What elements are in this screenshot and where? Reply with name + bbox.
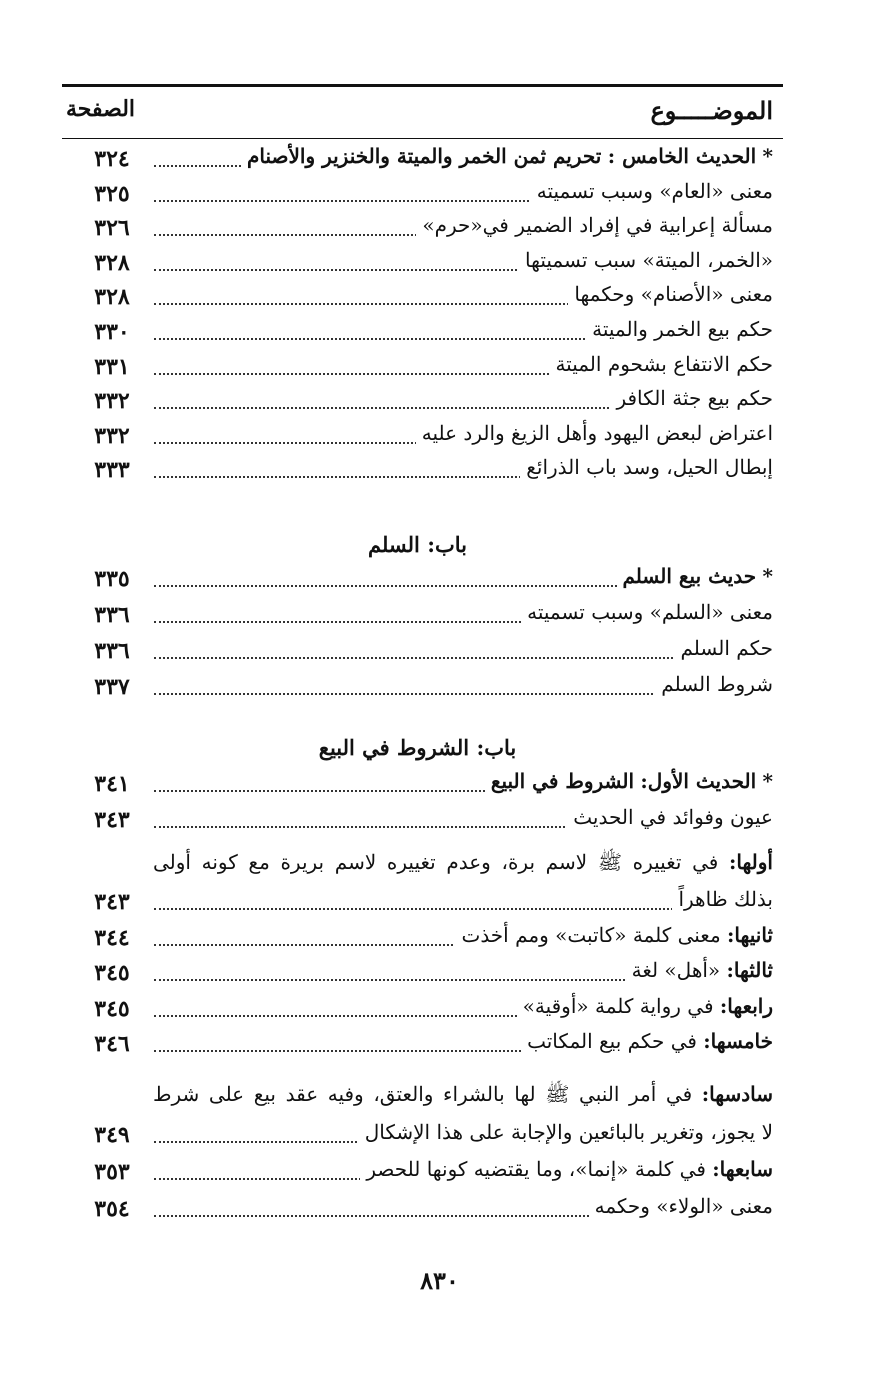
entry-title <box>610 386 773 410</box>
section-heading-shurut: باب: الشروط في البيع <box>318 735 517 760</box>
entry-text: لا يجوز، وتغرير بالبائعين والإجابة على هذا الإشكال <box>364 1120 773 1144</box>
paragraph-text: في تغييره ﷺ لاسم برة، وعدم تغييره لاسم بريرة مع كونه أولى <box>153 850 719 874</box>
entry-title <box>359 1120 773 1144</box>
bullet-star-icon: * <box>762 144 773 168</box>
entry-title <box>626 958 773 982</box>
entry-text: حكم السلم <box>680 636 773 660</box>
toc-entry <box>62 921 773 957</box>
toc-entry <box>62 384 773 420</box>
entry-text: مسألة إعرابية في إفراد الضمير في«حرم» <box>422 213 773 238</box>
toc-entry <box>62 350 773 386</box>
entry-text: اعتراض لبعض اليهود وأهل الزيغ والرد عليه <box>421 420 773 445</box>
top-rule <box>62 84 783 87</box>
entry-title <box>416 421 773 445</box>
entry-page-number: ٣٥٣ <box>94 1159 130 1185</box>
bullet-star-icon: * <box>762 564 773 588</box>
entry-lead: الحديث الخامس : <box>607 144 757 168</box>
entry-title <box>672 887 773 911</box>
entry-title <box>520 455 773 479</box>
toc-entry <box>62 315 773 351</box>
toc-entry <box>62 670 773 706</box>
paragraph-text: في أمر النبي ﷺ لها بالشراء والعتق، وفيه عقد بيع على شرط <box>153 1082 693 1106</box>
entry-title <box>241 144 773 168</box>
entry-text: إبطال الحيل، وسد باب الذرائع <box>526 455 773 480</box>
entry-text: في حكم بيع المكاتب <box>527 1029 697 1053</box>
toc-entry <box>62 419 773 455</box>
entry-title <box>485 769 773 793</box>
entry-lead: رابعها: <box>719 993 773 1018</box>
toc-entry <box>62 1027 773 1063</box>
entry-text: معنى «السلم» وسبب تسميته <box>527 600 773 624</box>
entry-page-number: ٣٤٥ <box>94 995 130 1022</box>
entry-text: تحريم ثمن الخمر والميتة والخنزير والأصنام <box>246 144 602 168</box>
toc-entry <box>62 956 773 992</box>
header-topic-label: الموضـــــوع <box>650 96 773 125</box>
entry-title <box>617 564 774 588</box>
toc-entry <box>62 453 773 489</box>
entry-title <box>675 636 774 660</box>
entry-title <box>568 282 773 306</box>
entry-title <box>521 600 773 624</box>
entry-lead: سابعها: <box>712 1157 773 1181</box>
entry-page-number: ٣٤٣ <box>94 807 130 833</box>
entry-page-number: ٣٤٥ <box>94 960 130 986</box>
entry-text: حكم الانتفاع بشحوم الميتة <box>555 351 773 376</box>
entry-page-number: ٣٢٤ <box>94 146 130 172</box>
entry-text: معنى «الأصنام» وحكمها <box>574 282 773 307</box>
entry-page-number: ٣٤٣ <box>94 889 130 915</box>
entry-text: حكم بيع الخمر والميتة <box>592 317 773 341</box>
entry-title <box>589 1194 773 1218</box>
entry-title <box>655 672 773 696</box>
toc-entry <box>62 803 773 839</box>
entry-page-number: ٣٢٦ <box>94 215 130 242</box>
entry-title <box>455 923 773 947</box>
section-heading-salam: باب: السلم <box>368 532 467 557</box>
entry-title <box>519 248 773 272</box>
entry-lead: الحديث الأول: <box>640 769 757 793</box>
entry-text: في رواية كلمة «أوقية» <box>522 993 714 1018</box>
entry-page-number: ٣٢٨ <box>94 284 130 311</box>
toc-entry <box>62 211 773 247</box>
entry-title <box>531 179 773 203</box>
page-number: ٨٣٠ <box>420 1266 459 1295</box>
entry-lead: حديث بيع السلم <box>622 564 757 588</box>
entry-page-number: ٣٣٦ <box>94 602 130 628</box>
entry-title <box>416 213 773 237</box>
entry-page-number: ٣٣١ <box>94 353 130 380</box>
entry-text: بذلك ظاهراً <box>678 887 773 911</box>
entry-text: شروط السلم <box>661 672 773 696</box>
entry-title <box>517 994 773 1018</box>
entry-page-number: ٣٣٢ <box>94 388 130 415</box>
toc-entry <box>62 1155 773 1191</box>
paragraph-lead: سادسها: <box>701 1082 773 1106</box>
entry-page-number: ٣٤٩ <box>94 1122 130 1148</box>
toc-entry <box>62 280 773 316</box>
entry-text: في كلمة «إنما»، وما يقتضيه كونها للحصر <box>366 1157 706 1181</box>
entry-page-number: ٣٢٥ <box>94 180 130 207</box>
entry-page-number: ٣٣٥ <box>94 566 130 592</box>
header-page-label: الصفحة <box>66 96 136 122</box>
entry-title <box>360 1157 773 1181</box>
toc-entry <box>62 246 773 282</box>
entry-lead: ثالثها: <box>726 958 773 982</box>
entry-title <box>586 317 773 341</box>
entry-title <box>567 805 773 829</box>
entry-text: الشروط في البيع <box>490 769 635 793</box>
entry-text: معنى «الولاء» وحكمه <box>594 1194 773 1218</box>
toc-entry <box>62 634 773 670</box>
entry-text: حكم بيع جثة الكافر <box>616 386 773 411</box>
toc-entry <box>62 992 773 1028</box>
entry-text: معنى «العام» وسبب تسميته <box>536 178 773 203</box>
entry-lead: ثانيها: <box>727 922 773 947</box>
entry-page-number: ٣٤١ <box>94 771 130 797</box>
toc-entry <box>62 885 773 921</box>
entry-page-number: ٣٣٣ <box>94 457 130 484</box>
toc-paragraph-1 <box>153 850 773 879</box>
toc-entry <box>62 142 773 178</box>
entry-page-number: ٣٣٧ <box>94 674 130 700</box>
toc-entry <box>62 1118 773 1154</box>
toc-entry <box>62 767 773 803</box>
entry-page-number: ٣٥٤ <box>94 1196 130 1222</box>
toc-entry <box>62 562 773 598</box>
entry-page-number: ٣٤٤ <box>94 924 130 951</box>
toc-paragraph-2 <box>153 1082 773 1111</box>
toc-entry <box>62 177 773 213</box>
paragraph-lead: أولها: <box>728 850 773 874</box>
entry-text: «الخمر، الميتة» سبب تسميتها <box>525 247 773 272</box>
entry-text: عيون وفوائد في الحديث <box>573 805 773 829</box>
entry-page-number: ٣٣٠ <box>94 319 130 345</box>
bullet-star-icon: * <box>762 769 773 793</box>
entry-title <box>549 352 773 376</box>
entry-page-number: ٣٤٦ <box>94 1031 130 1057</box>
entry-page-number: ٣٣٢ <box>94 422 130 449</box>
toc-entry <box>62 1192 773 1228</box>
entry-lead: خامسها: <box>703 1029 773 1053</box>
entry-page-number: ٣٢٨ <box>94 249 130 276</box>
toc-entry <box>62 598 773 634</box>
entry-text: معنى كلمة «كاتبت» ومم أخذت <box>461 922 721 947</box>
header-rule <box>62 138 783 139</box>
entry-text: «أهل» لغة <box>631 958 721 982</box>
entry-page-number: ٣٣٦ <box>94 638 130 664</box>
entry-title <box>521 1029 773 1053</box>
